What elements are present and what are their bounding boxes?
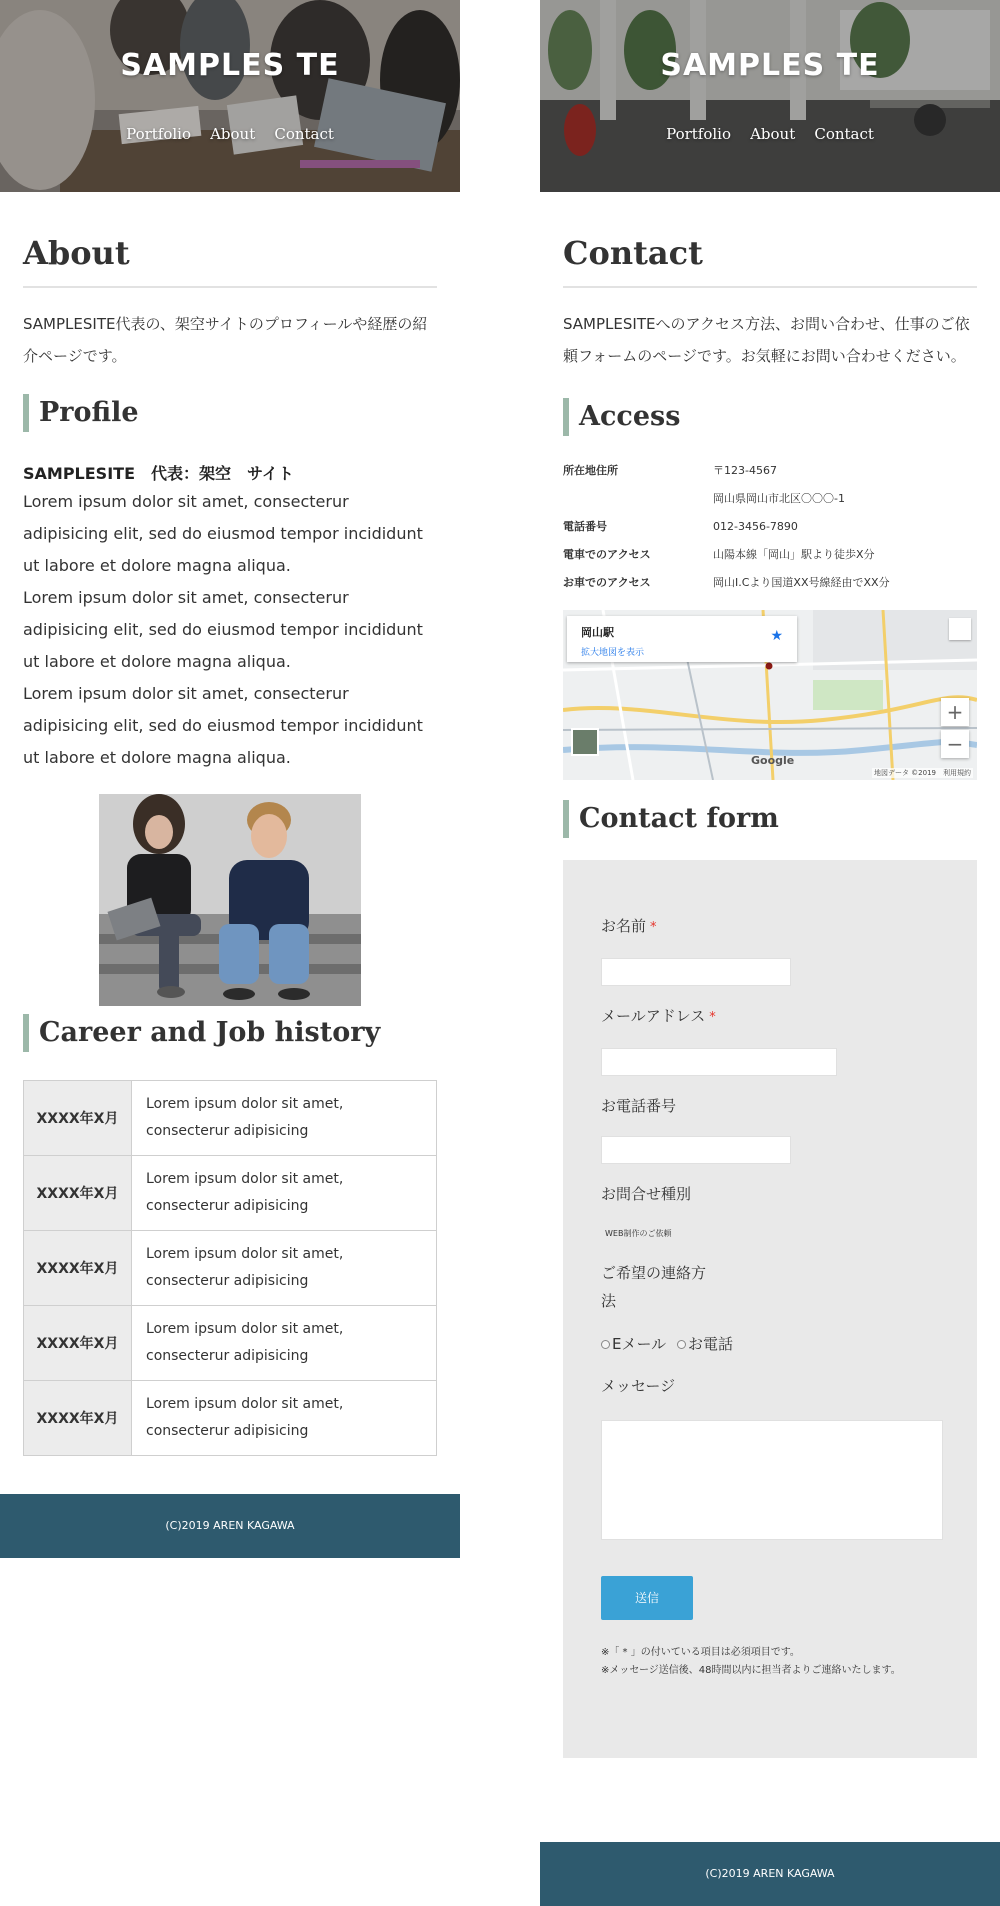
radio-phone[interactable] [677,1340,686,1349]
profile-paragraph: Lorem ipsum dolor sit amet, consecterur adipisicing elit, sed do eiusmod tempor incididunt ut labore et dolore magna aliqua. [23,588,423,671]
about-lead: SAMPLESITE代表の、架空サイトのプロフィールや経歴の紹介ページです。 [23,315,428,365]
contact-form [563,860,977,1758]
career-desc: Lorem ipsum dolor sit amet, consecterur adipisicing [132,1381,437,1456]
table-row [24,1156,437,1231]
inquiry-type-label: お問合せ種別 [601,1185,692,1203]
table-row [24,1231,437,1306]
star-icon[interactable]: ★ [770,628,783,644]
google-logo: Google [751,754,795,767]
contact-page [540,0,1000,1880]
hero-header [0,0,460,192]
form-note: ※メッセージ送信後、48時間以内に担当者よりご連絡いたします。 [601,1665,901,1676]
access-table [563,456,977,596]
access-value: 岡山I.Cより国道XX号線経由でXX分 [713,576,890,589]
access-key: 電話番号 [563,520,607,533]
table-row [563,512,977,540]
nav-link-about[interactable]: About [750,125,796,143]
access-key: お車でのアクセス [563,576,651,589]
radio-phone-label[interactable]: お電話 [687,1335,733,1353]
career-date: XXXX年X月 [24,1381,132,1456]
career-heading: Career and Job history [23,1014,437,1052]
email-label-text: メールアドレス [601,1007,706,1025]
google-map[interactable] [563,610,977,780]
access-key: 所在地住所 [563,464,618,477]
map-attribution[interactable]: 地図データ ©2019 利用規約 [873,769,971,777]
email-field[interactable] [601,1048,837,1076]
access-key [563,484,713,512]
phone-label: お電話番号 [601,1097,677,1115]
nav-link-contact[interactable]: Contact [274,125,334,143]
access-value: 012-3456-7890 [713,519,798,533]
about-page [0,0,460,1532]
footer: (C)2019 AREN KAGAWA [0,1494,460,1558]
hero-header [540,0,1000,192]
street-view-person-icon[interactable] [949,618,971,640]
profile-paragraph: Lorem ipsum dolor sit amet, consecterur adipisicing elit, sed do eiusmod tempor incididunt ut labore et dolore magna aliqua. [23,492,423,575]
career-date: XXXX年X月 [24,1081,132,1156]
table-row [563,456,977,484]
nav-link-contact[interactable]: Contact [814,125,874,143]
access-value: 岡山県岡山市北区〇〇〇-1 [713,492,845,505]
career-table [23,1080,437,1456]
access-value: 山陽本線「岡山」駅より徒歩X分 [713,548,875,561]
table-row [563,484,977,512]
radio-email-label[interactable]: Eメール [612,1335,667,1353]
map-place-card [567,616,797,662]
phone-field[interactable] [601,1136,791,1164]
message-label: メッセージ [601,1377,676,1395]
map-enlarge-link[interactable]: 拡大地図を表示 [581,648,645,658]
table-row [24,1081,437,1156]
contact-method-label-line: 法 [601,1292,617,1310]
site-title[interactable]: SAMPLES TE [660,48,880,83]
nav-link-about[interactable]: About [210,125,256,143]
message-field[interactable] [601,1420,943,1540]
table-row [563,540,977,568]
map-satellite-toggle[interactable] [571,728,599,756]
career-desc: Lorem ipsum dolor sit amet, consecterur adipisicing [132,1156,437,1231]
profile-name: SAMPLESITE 代表：架空 サイト [23,464,294,483]
contact-method-label-line: ご希望の連絡方 [601,1264,707,1282]
required-mark: * [650,920,657,935]
main-nav [0,124,460,143]
profile-photo [99,794,361,1006]
hero-photo-office [540,0,1000,192]
nav-link-portfolio[interactable]: Portfolio [126,125,191,143]
career-date: XXXX年X月 [24,1231,132,1306]
nav-link-portfolio[interactable]: Portfolio [666,125,731,143]
access-value: 〒123-4567 [713,464,777,477]
contact-content [540,234,1000,1758]
name-label [601,912,939,942]
zoom-out-icon[interactable]: − [941,730,969,758]
career-desc: Lorem ipsum dolor sit amet, consecterur adipisicing [132,1306,437,1381]
contact-lead: SAMPLESITEへのアクセス方法、お問い合わせ、仕事のご依頼フォームのページです。お気軽にお問い合わせください。 [563,315,970,365]
contact-form-heading: Contact form [563,800,977,838]
site-title[interactable]: SAMPLES TE [120,48,340,83]
page-title: About [23,234,437,288]
name-field[interactable] [601,958,791,986]
radio-email[interactable] [601,1340,610,1349]
map-place-name: 岡山駅 [581,626,614,639]
career-date: XXXX年X月 [24,1306,132,1381]
form-notes [601,1644,939,1680]
form-note: ※「 * 」の付いている項目は必須項目です。 [601,1647,800,1658]
email-label [601,1002,939,1032]
access-key: 電車でのアクセス [563,548,651,561]
zoom-in-icon[interactable]: + [941,698,969,726]
profile-paragraph: Lorem ipsum dolor sit amet, consecterur adipisicing elit, sed do eiusmod tempor incididunt ut labore et dolore magna aliqua. [23,684,423,767]
contact-method-label [601,1259,939,1315]
career-desc: Lorem ipsum dolor sit amet, consecterur adipisicing [132,1081,437,1156]
table-row [563,568,977,596]
table-row [24,1306,437,1381]
inquiry-type-select[interactable]: WEB制作のご依頼 [605,1229,672,1238]
career-desc: Lorem ipsum dolor sit amet, consecterur adipisicing [132,1231,437,1306]
required-mark: * [709,1010,716,1025]
footer: (C)2019 AREN KAGAWA [540,1842,1000,1906]
submit-button[interactable]: 送信 [601,1576,693,1620]
hero-photo-meeting [0,0,460,192]
name-label-text: お名前 [601,917,647,935]
table-row [24,1381,437,1456]
main-nav [540,124,1000,143]
about-content [0,234,460,1456]
profile-heading: Profile [23,394,437,432]
contact-method-options [601,1333,939,1354]
access-heading: Access [563,398,977,436]
career-date: XXXX年X月 [24,1156,132,1231]
page-title: Contact [563,234,977,288]
